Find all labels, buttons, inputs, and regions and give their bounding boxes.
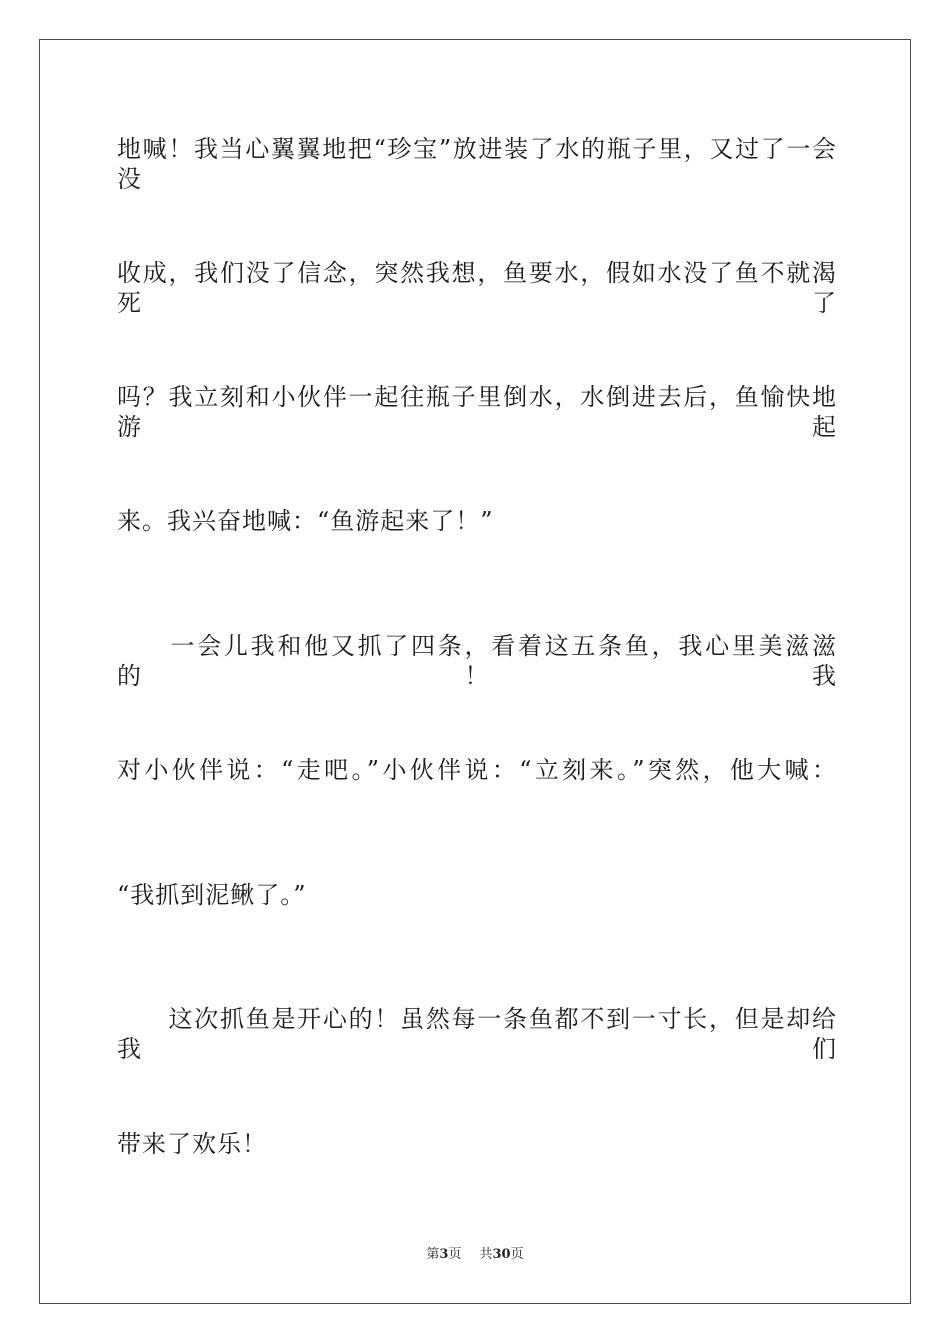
total-suffix: 页: [510, 1247, 524, 1262]
page-prefix: 第: [426, 1247, 440, 1262]
text-line-7: “我抓到泥鳅了。”: [117, 881, 307, 909]
text-line-2: 收成，我们没了信念，突然我想，鱼要水，假如水没了鱼不就渴死了: [117, 259, 837, 317]
total-prefix: 共: [479, 1247, 493, 1262]
text-line-1: 地喊！我当心翼翼地把“珍宝”放进装了水的瓶子里，又过了一会没: [117, 135, 837, 193]
text-line-6: 对小伙伴说：“走吧。”小伙伴说：“立刻来。”突然，他大喊：: [117, 756, 837, 784]
text-line-9: 带来了欢乐！: [117, 1130, 267, 1158]
text-line-8: 这次抓鱼是开心的！虽然每一条鱼都不到一寸长，但是却给我们: [117, 1005, 837, 1063]
page-current-number: 3: [439, 1247, 449, 1262]
page-footer: [0, 1246, 950, 1264]
text-line-5: 一会儿我和他又抓了四条，看着这五条鱼，我心里美滋滋的！我: [117, 632, 837, 690]
page-suffix: 页: [448, 1247, 462, 1262]
text-line-3: 吗？我立刻和小伙伴一起往瓶子里倒水，水倒进去后，鱼愉快地游起: [117, 383, 837, 441]
text-line-4: 来。我兴奋地喊：“鱼游起来了！”: [117, 507, 494, 535]
page-total-number: 30: [492, 1247, 511, 1262]
